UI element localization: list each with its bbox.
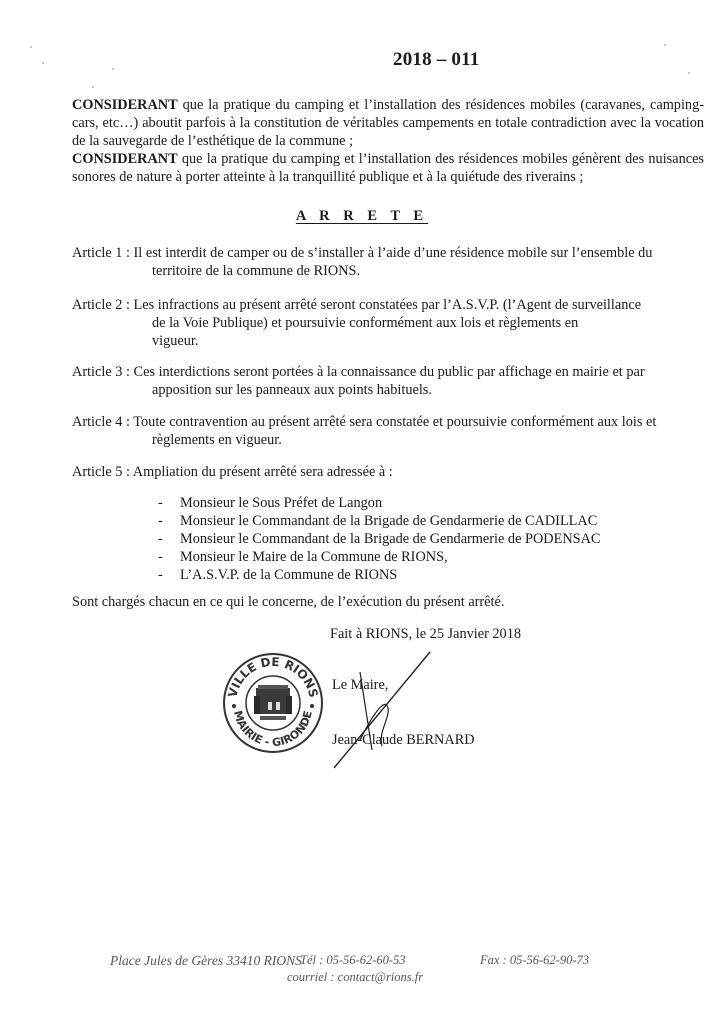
article-text: Ampliation du présent arrêté sera adressée à : (132, 464, 393, 480)
town-seal-stamp-icon (222, 652, 324, 754)
article-label: Article 1 : (72, 245, 134, 261)
article-5 (72, 463, 712, 481)
list-dash: - (158, 531, 163, 547)
article-text: apposition sur les panneaux aux points habituels. (152, 382, 432, 398)
article-label: Article 2 : (72, 297, 134, 313)
closing-statement: Sont chargés chacun en ce qui le concerne, de l’exécution du présent arrêté. (72, 594, 505, 610)
list-dash: - (158, 513, 163, 529)
list-item (158, 548, 600, 566)
article-text: règlements en vigueur. (152, 432, 282, 448)
recipient-text: Monsieur le Maire de la Commune de RIONS, (180, 549, 448, 565)
article-text: de la Voie Publique) et poursuivie conformément aux lois et règlements en (152, 315, 579, 331)
article-text: Il est interdit de camper ou de s’installer à l’aide d’une résidence mobile sur l’ensemble du (133, 245, 653, 261)
article-4 (72, 413, 712, 449)
arrete-heading (0, 208, 724, 225)
article-3 (72, 363, 712, 399)
recipient-text: Monsieur le Commandant de la Brigade de Gendarmerie de PODENSAC (180, 531, 601, 547)
footer-contact-line (110, 953, 630, 969)
svg-text:VILLE DE RIONS: VILLE DE RIONS (225, 654, 321, 699)
footer-address: Place Jules de Gères 33410 RIONS (110, 953, 302, 968)
scan-speck (92, 86, 94, 88)
recipient-text: Monsieur le Sous Préfet de Langon (180, 495, 383, 511)
recipients-list (158, 494, 600, 584)
article-label: Article 5 : (72, 464, 133, 480)
list-dash: - (158, 549, 163, 565)
scan-speck (42, 62, 44, 64)
handwritten-signature-icon (330, 650, 440, 770)
considerants-section (72, 96, 704, 186)
article-1 (72, 244, 712, 280)
list-item (158, 512, 600, 530)
document-reference: 2018 – 011 (393, 49, 480, 70)
list-dash: - (158, 567, 163, 583)
article-label: Article 3 : (72, 364, 134, 380)
article-text: Les infractions au présent arrêté seront constatées par l’A.S.V.P. (l’Agent de surveillance (133, 297, 642, 313)
article-2 (72, 296, 712, 350)
considerant-1 (72, 96, 704, 150)
considerant-keyword: CONSIDERANT (72, 151, 178, 167)
recipient-text: L’A.S.V.P. de la Commune de RIONS (180, 567, 398, 583)
svg-text:MAIRIE - GIRONDE: MAIRIE - GIRONDE (231, 709, 315, 750)
signatory-name: Jean-Claude BERNARD (332, 732, 475, 748)
article-text: vigueur. (152, 333, 199, 349)
list-item (158, 530, 600, 548)
scan-speck (688, 72, 690, 74)
article-text: Toute contravention au présent arrêté sera constatée et poursuivie conformément aux lois et (133, 414, 657, 430)
considerant-2 (72, 150, 704, 186)
scan-speck (112, 68, 114, 70)
article-text: Ces interdictions seront portées à la connaissance du public par affichage en mairie et par (133, 364, 645, 380)
arrete-heading-text: A R R E T E (295, 208, 429, 224)
scan-speck (30, 46, 32, 48)
list-item (158, 494, 600, 512)
article-text: territoire de la commune de RIONS. (152, 263, 361, 279)
list-dash: - (158, 495, 163, 511)
footer-email: courriel : contact@rions.fr (287, 970, 424, 984)
footer-fax: Fax : 05-56-62-90-73 (480, 953, 589, 967)
considerant-text: que la pratique du camping et l’installation des résidences mobiles génèrent des nuisances sonores de nature à porter atteinte à la tranquillité publique et à la quiétude des riverains ; (72, 151, 704, 185)
signatory-title: Le Maire, (332, 677, 389, 693)
article-label: Article 4 : (72, 414, 134, 430)
list-item (158, 566, 600, 584)
footer-phone: Tél : 05-56-62-60-53 (300, 953, 406, 967)
place-and-date: Fait à RIONS, le 25 Janvier 2018 (330, 626, 521, 642)
scan-speck (664, 44, 666, 46)
considerant-text: que la pratique du camping et l’installation des résidences mobiles (caravanes, camping-cars, etc…) aboutit parfois à la constitution de véritables campements en totale contradiction avec la vocation de la sauvegarde de l’esthétique de la commune ; (72, 97, 704, 149)
recipient-text: Monsieur le Commandant de la Brigade de Gendarmerie de CADILLAC (180, 513, 598, 529)
considerant-keyword: CONSIDERANT (72, 97, 178, 113)
